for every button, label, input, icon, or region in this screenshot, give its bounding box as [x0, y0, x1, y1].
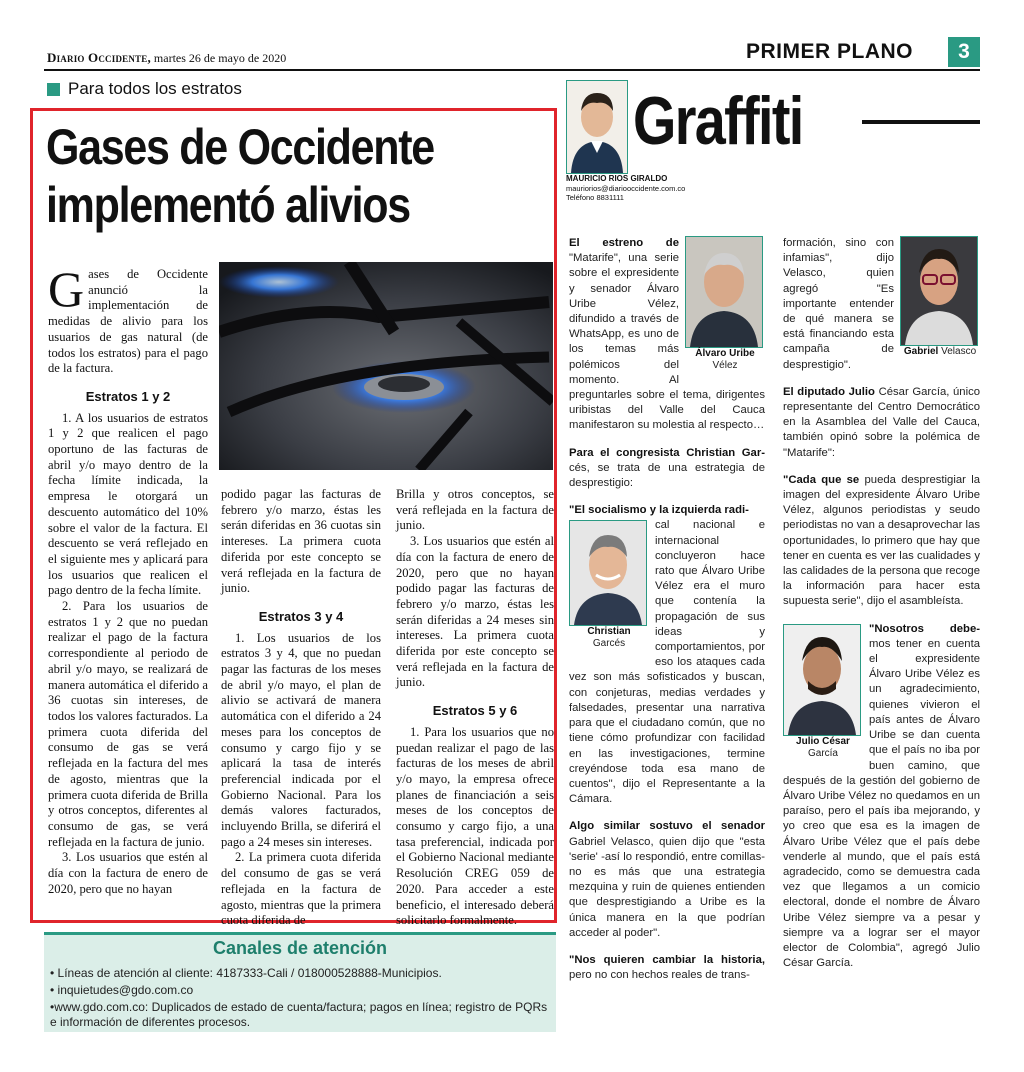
body-text: Gabriel Velasco, quien dijo que "esta 'serie' -así lo respondió, entre comillas- no es más que una estrategia mezquina y ruin de quienes entienden que desprestigiando a Uribe es la única manera en la que podrían acceder al poder".: [569, 835, 765, 939]
garcia-photo: [783, 624, 861, 736]
section-tag-square-icon: [47, 83, 60, 96]
paragraph: 1. A los usuarios de estratos 1 y 2 que realicen el pago oportuno de las facturas de abril y/o mayo dentro de la fecha límite indicada, la empresa le otorgará un descuento automático del 10% sobre el valor de la factura. El descuento se verá reflejado en el siguiente mes y aplicará para los usuarios que realicen el pago dentro de la fecha límite.: [48, 410, 208, 598]
graffiti-paragraph: formación, sino con infamias", dijo Velasco, quien agregó "Es importante entender de qué manera se está financiando esta campaña de desprestigio".: [783, 237, 894, 371]
lead-in: Algo similar sostuvo el senador: [569, 820, 765, 833]
graffiti-paragraph: [783, 473, 980, 610]
graffiti-paragraph: [783, 622, 980, 972]
article-intro: ases de Occidente anunció la implementación de medidas de alivio para los usuarios de gas natural (de todos los estratos) para el pago de la factura.: [48, 267, 208, 376]
velasco-caption: [900, 346, 980, 358]
article-column-1: [48, 261, 208, 897]
garces-photo: [569, 520, 647, 626]
paragraph: podido pagar las facturas de febrero y/o marzo, éstas les serán diferidas en 36 cuotas sin intereses. La primera cuota diferida por este concepto se verá reflejada en la factura de junio.: [221, 487, 381, 596]
columnist-name: MAURICIO RIOS GIRALDO: [566, 174, 668, 183]
caption-name: Gabriel: [903, 346, 939, 357]
velasco-photo: [900, 236, 978, 346]
article-column-3: [396, 487, 554, 929]
caption-name: Julio César: [796, 735, 850, 747]
dropcap: G: [48, 261, 85, 317]
contact-channels-title: Canales de atención: [212, 938, 388, 958]
paragraph: 2. La primera cuota diferida del consumo de gas se verá reflejada en la factura de agosto, mientras que la primera cuota diferida de: [221, 850, 381, 928]
paragraph: Brilla y otros conceptos, se verá reflejada en la factura de junio.: [396, 487, 554, 533]
contact-email-line: • inquietudes@gdo.com.co: [50, 983, 194, 997]
article-headline: [46, 118, 562, 234]
body-text: pero no con hechos reales de trans-: [569, 969, 750, 982]
lead-in: "Cada que se: [783, 473, 860, 486]
lead-in: "El socialismo y la izquierda radi-: [569, 504, 749, 517]
graffiti-paragraph: [569, 953, 765, 983]
paragraph: 2. Para los usuarios de estratos 1 y 2 que no puedan realizar el pago de la factura correspondiente al periodo de abril y/o mayo, se realizará de manera automática el diferido a 36 cuotas sin intereses, de todos los valores facturados. La primera cuota diferida del consumo de gas se verá reflejada en la factura del mes de agosto, mientras que la primera cuota diferida de Brilla y otros conceptos, diferentes al consumo de gas, se verá reflejada en la factura de junio.: [48, 599, 208, 849]
body-text: cés, se trata de una estrategia de desprestigio:: [569, 461, 765, 490]
headline-line-1: Gases de Occidente: [46, 119, 434, 175]
body-text: cal nacional e internacional concluyeron hace rato que Álvaro Uribe Vélez era el muro que contenía la propagación de sus ideas y comportamientos, por eso los ataques cada vez son más sofisticados y buscan, con conjeturas, medias verdades y falsedades, presentar una narrativa para que el ciudadano común, que no tiene cómo profundizar con facilidad en las investigaciones, termine creyéndose toda esa mano de cuentos", dijo el Representante a la Cámara.: [569, 519, 765, 806]
paragraph: 1. Para los usuarios que no puedan realizar el pago de las facturas de los meses de abril y/o mayo, la empresa ofrece planes de financiación a seis meses de los conceptos de consumo y cargo fijo, a una tasa preferencial, indicada por el Gobierno Nacional mediante Resolución CREG 059 de 2020. Para acceder a este beneficio, el interesado deberá solicitarlo formalmente.: [396, 724, 554, 928]
lead-in: "Nos quieren cambiar la historia,: [569, 953, 765, 966]
uribe-photo: [685, 236, 763, 348]
lead-in: El estreno de: [569, 237, 679, 249]
paragraph: 1. Los usuarios de los estratos 3 y 4, que no puedan pagar las facturas de los meses de abril y/o mayo, el plan de alivio se activará de manera automática con el diferido a 24 meses para los conceptos de consumo y cargo fijo y se aplicará la tasa de interés preferencial indicada por el Gobierno Nacional. Para los demás valores facturados, incluyendo Brilla, se diferirá el pago a 24 meses sin intereses.: [221, 630, 381, 849]
caption-surname: García: [807, 747, 838, 759]
graffiti-column-2: [783, 236, 980, 983]
graffiti-paragraph: [783, 385, 980, 461]
graffiti-paragraph: [569, 503, 765, 807]
garces-photo-figure: [569, 520, 649, 660]
graffiti-paragraph: [569, 819, 765, 941]
gas-burner-photo: [219, 262, 553, 470]
section-tag: Para todos los estratos: [68, 79, 242, 98]
columnist-phone: Teléfono 8831111: [566, 193, 624, 202]
graffiti-column-1: [569, 236, 765, 995]
page-number: 3: [948, 37, 980, 67]
garcia-caption: [783, 736, 863, 760]
contact-phone-line: • Líneas de atención al cliente: 4187333-Cali / 018000528888-Municipios.: [50, 966, 442, 980]
velasco-photo-figure: [900, 236, 980, 366]
lead-in: Para el congresista Christian Gar-: [569, 446, 765, 459]
graffiti-paragraph: [569, 446, 765, 492]
uribe-photo-figure: [685, 236, 765, 378]
graffiti-title-rule: [862, 120, 980, 124]
publication-name: Diario Occidente,: [47, 50, 151, 65]
uribe-caption: [685, 348, 765, 372]
paragraph: 3. Los usuarios que estén al día con la factura de enero de 2020, pero que no hayan: [48, 850, 208, 896]
subhead-estratos-1-2: Estratos 1 y 2: [85, 388, 171, 404]
columnist-email: mauriorios@diariooccidente.com.co: [566, 184, 686, 193]
body-text: "Matarife", una serie sobre el expresidente y senador Álvaro Uribe Vélez, difundido a través de WhatsApp, es uno de los temas más polémicos del momento. Al preguntarles sobre el tema, dirigentes uribistas del Valle del Cauca manifestaron su molestia al respecto…: [569, 252, 765, 432]
caption-name: Christian: [587, 626, 631, 638]
caption-surname: Velasco: [941, 346, 977, 357]
paragraph: 3. Los usuarios que estén al día con la factura de enero de 2020, pero que no hayan podido pagar las facturas de febrero y/o marzo, éstas les serán diferidas a 24 meses sin intereses. La primera cuota diferida por este concepto se verá reflejada en la factura de junio.: [396, 534, 554, 690]
body-text: César García, único representante del Centro Democrático en la Asamblea del Valle del Cauca, también opinó sobre la polémica de "Matarife":: [783, 385, 981, 459]
caption-surname: Garcés: [592, 638, 626, 650]
issue-date: martes 26 de mayo de 2020: [153, 51, 287, 65]
contact-channels-box: [44, 932, 556, 1032]
garcia-photo-figure: [783, 624, 863, 772]
body-text: pueda desprestigiar la imagen del expresidente Álvaro Uribe Vélez, algunos periodistas y seudo periodistas no van a desaprovechar las oportunidades, lo primero que hay que tener en cuenta es ver las cualidades y las calidades de la persona que recoge la información para hacer esta supuesta serie", dijo el asambleísta.: [783, 473, 980, 608]
graffiti-title: Graffiti: [633, 83, 803, 159]
lead-in: El diputado Julio: [783, 385, 875, 398]
body-text: mos tener en cuenta el expresidente Álvaro Uribe Vélez es un agradecimiento, quienes vivieron el país antes de Álvaro Uribe se dan cuenta que el país no iba por buen camino, que después de la gestión del gobierno de Álvaro Uribe Vélez no quedamos en un paraíso, pero el país iba mejorando, y yo creo que esa es la imagen de Álvaro Uribe Vélez que el país debe venderle al mundo, que el país está agradecido, como se demuestra cada vez que llegamos a un comicio electoral, donde el nombre de Álvaro Uribe Vélez siempre va a pesar y siempre va a lograr ser el mayor elector de Colombia", agregó Julio César García.: [783, 637, 980, 970]
masthead: [47, 50, 286, 66]
subhead-estratos-3-4: Estratos 3 y 4: [258, 608, 344, 624]
caption-name: Álvaro Uribe: [695, 348, 755, 359]
columnist-photo: [566, 80, 628, 174]
header-rule: [44, 69, 980, 71]
article-column-2: [221, 487, 381, 929]
headline-line-2: implementó alivios: [46, 177, 410, 233]
caption-surname: Vélez: [712, 360, 738, 371]
subhead-estratos-5-6: Estratos 5 y 6: [432, 703, 518, 719]
lead-in: "Nosotros debe-: [869, 622, 980, 635]
section-name: PRIMER PLANO: [746, 40, 914, 63]
contact-web-line: •www.gdo.com.co: Duplicados de estado de cuenta/factura; pagos en línea; registro de PQRs e información de diferentes procesos.: [50, 1000, 548, 1029]
garces-caption: [569, 626, 649, 650]
